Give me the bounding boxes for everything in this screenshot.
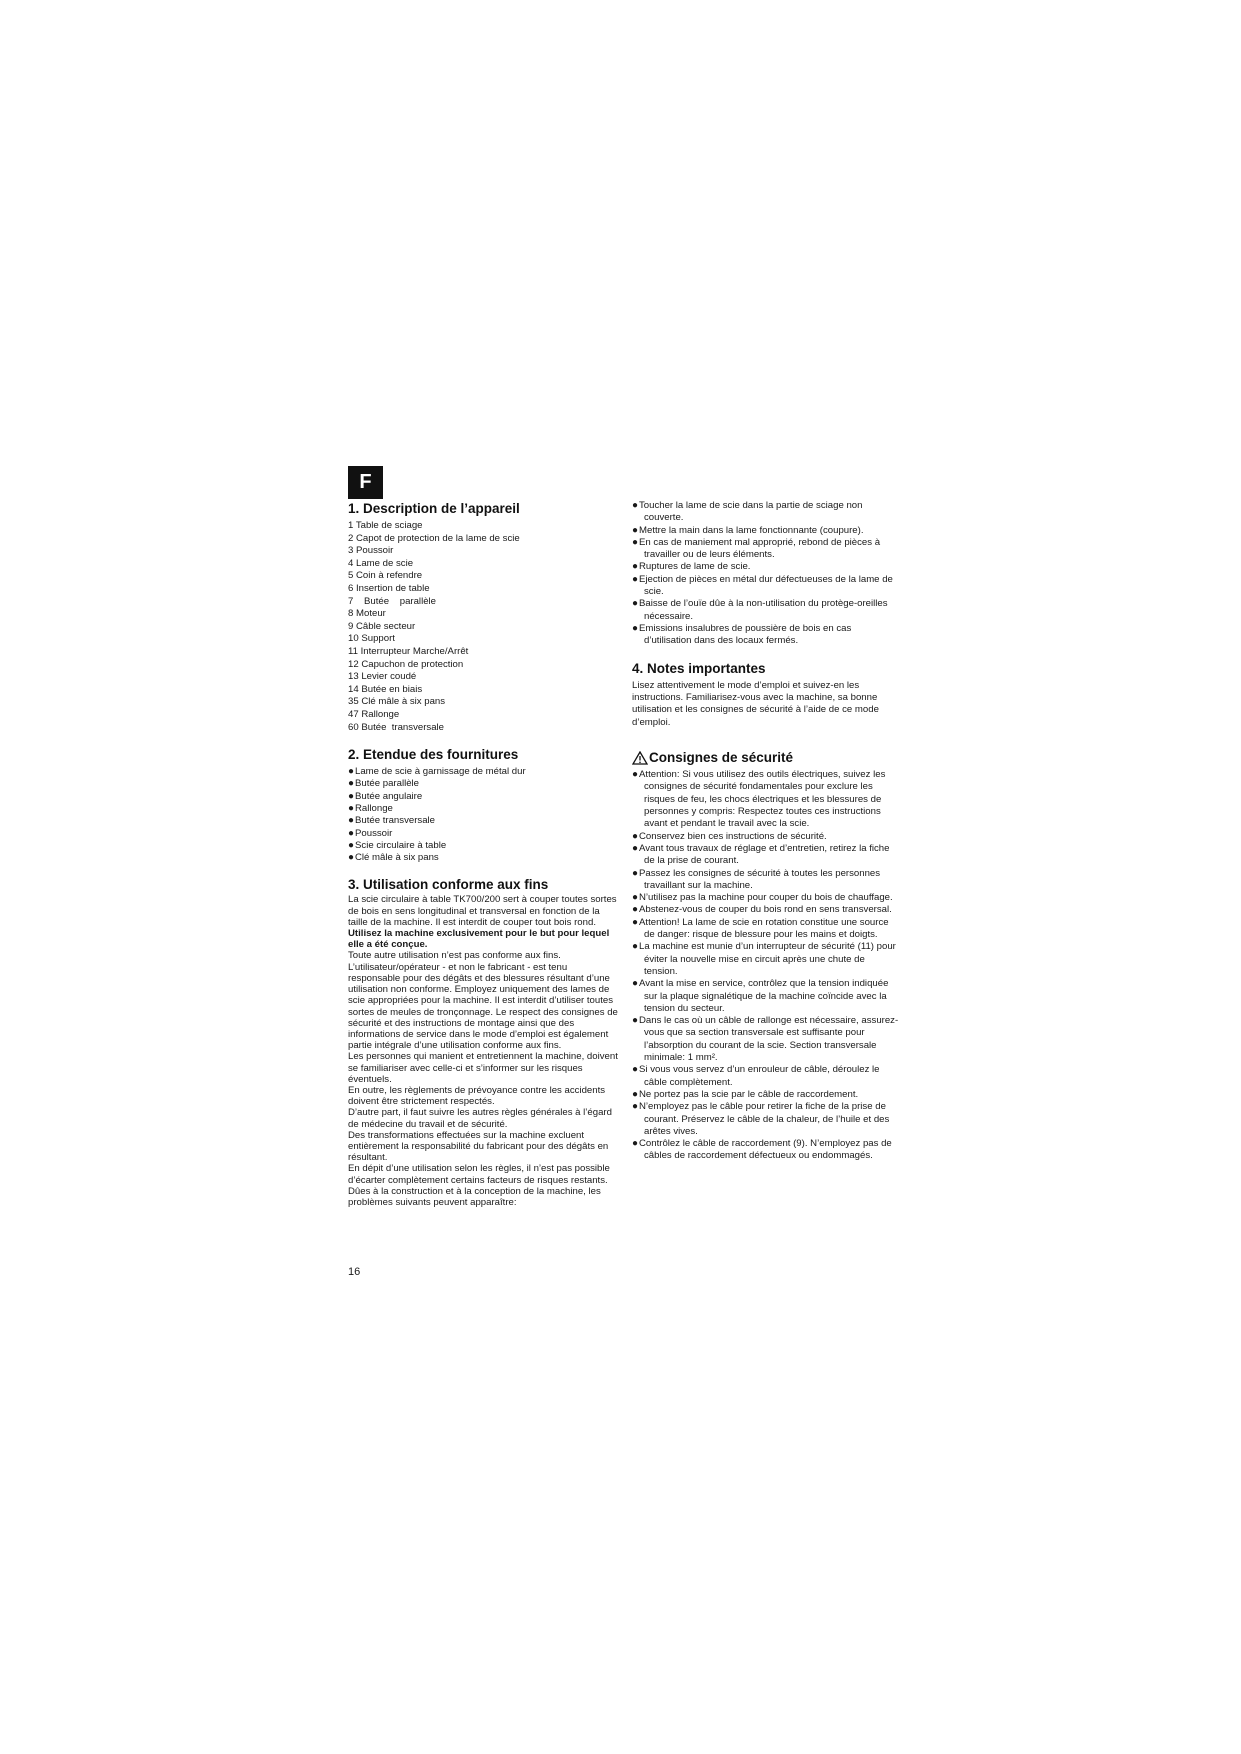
parts-list-item: 6 Insertion de table xyxy=(348,582,430,594)
supply-item: ●Rallonge xyxy=(348,802,393,814)
bullet-icon: ● xyxy=(348,839,355,851)
bullet-icon: ● xyxy=(632,892,639,904)
parts-list-item: 47 Rallonge xyxy=(348,708,400,720)
supply-item: ●Scie circulaire à table xyxy=(348,839,447,851)
parts-list-item: 8 Moteur xyxy=(348,608,386,620)
risk-item: ●Baisse de l’ouïe dûe à la non-utilisation du protège-oreilles nécessaire. xyxy=(632,598,888,622)
bullet-icon: ● xyxy=(632,524,639,536)
intended-use-paragraph: En dépit d’une utilisation selon les règles, il n’est pas possible d’écarter complètement certains facteurs de risques restants. Dûes à la construction et à la conception de la machine, les problèmes suivants peuvent apparaître: xyxy=(348,1163,610,1208)
section-notes xyxy=(632,660,900,730)
supply-item: ●Lame de scie à garnissage de métal dur xyxy=(348,766,526,778)
bullet-icon: ● xyxy=(632,830,639,842)
safety-item: ●Abstenez-vous de couper du bois rond en sens transversal. xyxy=(632,904,892,916)
safety-item: ●La machine est munie d’un interrupteur de sécurité (11) pour éviter la nouvelle mise en circuit après une chute de tension. xyxy=(632,941,896,977)
safety-item: ●Avant tous travaux de réglage et d’entretien, retirez la fiche de la prise de courant. xyxy=(632,842,890,867)
parts-list-item: 5 Coin à refendre xyxy=(348,570,423,582)
bullet-icon: ● xyxy=(632,1015,639,1027)
safety-list xyxy=(632,769,900,1163)
parts-list-item: 13 Levier coudé xyxy=(348,671,417,683)
parts-list-item: 2 Capot de protection de la lame de scie xyxy=(348,532,520,544)
parts-list-item: 14 Butée en biais xyxy=(348,683,423,695)
section-supply xyxy=(348,746,618,864)
section-title-intended-use: 3. Utilisation conforme aux fins xyxy=(348,877,549,893)
risk-item: ●Ejection de pièces en métal dur défectueuses de la lame de scie. xyxy=(632,573,893,598)
bullet-icon: ● xyxy=(632,561,639,573)
bullet-icon: ● xyxy=(632,598,639,610)
bullet-icon: ● xyxy=(632,904,639,916)
safety-item: ●N’employez pas le câble pour retirer la fiche de la prise de courant. Préservez le câble de la chaleur, de l’huile et des arêtes vives. xyxy=(632,1101,890,1137)
safety-item: ●N’utilisez pas la machine pour couper du bois de chauffage. xyxy=(632,892,893,904)
safety-item: ●Conservez bien ces instructions de sécurité. xyxy=(632,830,827,842)
safety-item: ●Ne portez pas la scie par le câble de raccordement. xyxy=(632,1088,859,1100)
parts-list-item: 4 Lame de scie xyxy=(348,557,414,569)
safety-item: ●Attention: Si vous utilisez des outils électriques, suivez les consignes de sécurité fondamentales pour exclure les risques de feu, les chocs électriques et les blessures de personnes y compris: Respectez toutes ces instructions avant et pendant le travail avec la scie. xyxy=(632,769,886,830)
section-title-description: 1. Description de l’appareil xyxy=(348,501,520,516)
language-badge: F xyxy=(348,466,383,499)
parts-list-item: 1 Table de sciage xyxy=(348,520,423,531)
intended-use-paragraph: Des transformations effectuées sur la machine excluent entièrement la responsabilité du fabricant pour des dégâts en résultant. xyxy=(348,1129,609,1164)
risk-item: ●Mettre la main dans la lame fonctionnante (coupure). xyxy=(632,524,864,536)
bullet-icon: ● xyxy=(348,852,355,864)
safety-item: ●Contrôlez le câble de raccordement (9). N’employez pas de câbles de raccordement défectueux ou endommagés. xyxy=(632,1138,892,1162)
bullet-icon: ● xyxy=(348,766,355,778)
bullet-icon: ● xyxy=(632,867,639,879)
parts-list-item: 35 Clé mâle à six pans xyxy=(348,696,446,708)
bullet-icon: ● xyxy=(632,536,639,548)
bullet-icon: ● xyxy=(632,1064,639,1076)
safety-item: ●Avant la mise en service, contrôlez que la tension indiquée sur la plaque signalétique de la machine coïncide avec la tension du secteur. xyxy=(632,978,889,1014)
bullet-icon: ● xyxy=(632,500,639,511)
intended-use-paragraph: D’autre part, il faut suivre les autres règles générales à l’égard de médecine du travail et de sécurité. xyxy=(348,1107,612,1130)
parts-list-item: 10 Support xyxy=(348,633,395,645)
parts-list-item: 9 Câble secteur xyxy=(348,620,416,632)
safety-item: ●Passez les consignes de sécurité à toutes les personnes travaillant sur la machine. xyxy=(632,867,881,891)
bullet-icon: ● xyxy=(632,573,639,585)
bullet-icon: ● xyxy=(348,802,355,814)
bullet-icon: ● xyxy=(632,1088,639,1100)
parts-list-item: 12 Capuchon de protection xyxy=(348,658,464,670)
bullet-icon: ● xyxy=(348,778,355,790)
parts-list-item: 11 Interrupteur Marche/Arrêt xyxy=(348,645,469,657)
parts-list-item: 7 Butée parallèle xyxy=(348,595,436,607)
supply-list xyxy=(348,766,618,864)
bullet-icon: ● xyxy=(632,842,639,854)
supply-item: ●Butée angulaire xyxy=(348,790,423,802)
section-description xyxy=(348,500,618,734)
risk-item: ●Ruptures de lame de scie. xyxy=(632,561,751,573)
parts-list-item: 60 Butée transversale xyxy=(348,721,444,733)
bullet-icon: ● xyxy=(632,941,639,953)
safety-item: ●Dans le cas où un câble de rallonge est nécessaire, assurez-vous que sa section transversale est suffisante pour l’absorption du courant de la scie. Section transversale minimale: 1 mm². xyxy=(632,1015,899,1064)
safety-item: ●Attention! La lame de scie en rotation constitue une source de danger: risque de blessure pour les mains et doigts. xyxy=(632,916,889,941)
safety-item: ●Si vous vous servez d’un enrouleur de câble, déroulez le câble complètement. xyxy=(632,1064,880,1088)
notes-paragraph: Lisez attentivement le mode d’emploi et suivez-en les instructions. Familiarisez-vous avec la machine, sa bonne utilisation et les consignes de sécurité à l’aide de ce mode d’emploi. xyxy=(632,679,879,728)
bullet-icon: ● xyxy=(632,622,639,634)
supply-item: ●Poussoir xyxy=(348,827,393,839)
intended-use-paragraph: Les personnes qui manient et entretiennent la machine, doivent se familiariser avec celle-ci et s’informer sur les risques éventuels. xyxy=(348,1051,618,1085)
risk-item: ●En cas de maniement mal approprié, rebond de pièces à travailler ou de leurs éléments. xyxy=(632,536,881,561)
bullet-icon: ● xyxy=(632,978,639,990)
intended-use-paragraph: La scie circulaire à table TK700/200 sert à couper toutes sortes de bois en sens longitudinal et transversal en fonction de la taille de la machine. Il est interdit de couper tout bois rond. Utilisez la machine exclusivement pour le but pour lequel elle a été conçue. xyxy=(348,894,617,951)
section-safety xyxy=(632,749,900,1163)
bullet-icon: ● xyxy=(348,815,355,827)
bullet-icon: ● xyxy=(632,1138,639,1150)
risk-item: ●Toucher la lame de scie dans la partie de sciage non couverte. xyxy=(632,500,863,524)
bullet-icon: ● xyxy=(348,790,355,802)
supply-item: ●Clé mâle à six pans xyxy=(348,852,439,864)
section-title-safety: Consignes de sécurité xyxy=(632,749,900,766)
bullet-icon: ● xyxy=(348,827,355,839)
supply-item: ●Butée transversale xyxy=(348,815,435,827)
left-column xyxy=(348,500,618,1220)
intended-use-paragraph: Toute autre utilisation n’est pas conforme aux fins. L’utilisateur/opérateur - et non le fabricant - est tenu responsable pour des dégâts et des blessures résultant d’une utilisation non conforme. Employez uniquement des lames de scie appropriées pour la machine. Il est interdit d’utiliser toutes sortes de meules de tronçonnage. Le respect des consignes de sécurité et des instructions de montage ainsi que des informations de service dans le mode d’emploi est également partie intégrale d’une utilisation conforme aux fins. xyxy=(348,950,618,1052)
bullet-icon: ● xyxy=(632,1101,639,1113)
bullet-icon: ● xyxy=(632,769,639,781)
warning-triangle-icon xyxy=(632,751,648,765)
risks-list xyxy=(632,500,900,648)
parts-list xyxy=(348,520,618,734)
intended-use-paragraph: En outre, les règlements de prévoyance contre les accidents doivent être strictement respectés. xyxy=(348,1084,606,1108)
right-column xyxy=(632,500,900,1175)
section-intended-use xyxy=(348,876,618,1208)
risk-item: ●Emissions insalubres de poussière de bois en cas d’utilisation dans des locaux fermés. xyxy=(632,622,852,647)
section-title-notes: 4. Notes importantes xyxy=(632,660,766,676)
parts-list-item: 3 Poussoir xyxy=(348,545,394,557)
page-number: 16 xyxy=(348,1266,361,1278)
supply-item: ●Butée parallèle xyxy=(348,778,420,790)
section-title-supply: 2. Etendue des fournitures xyxy=(348,747,519,763)
bullet-icon: ● xyxy=(632,916,639,928)
